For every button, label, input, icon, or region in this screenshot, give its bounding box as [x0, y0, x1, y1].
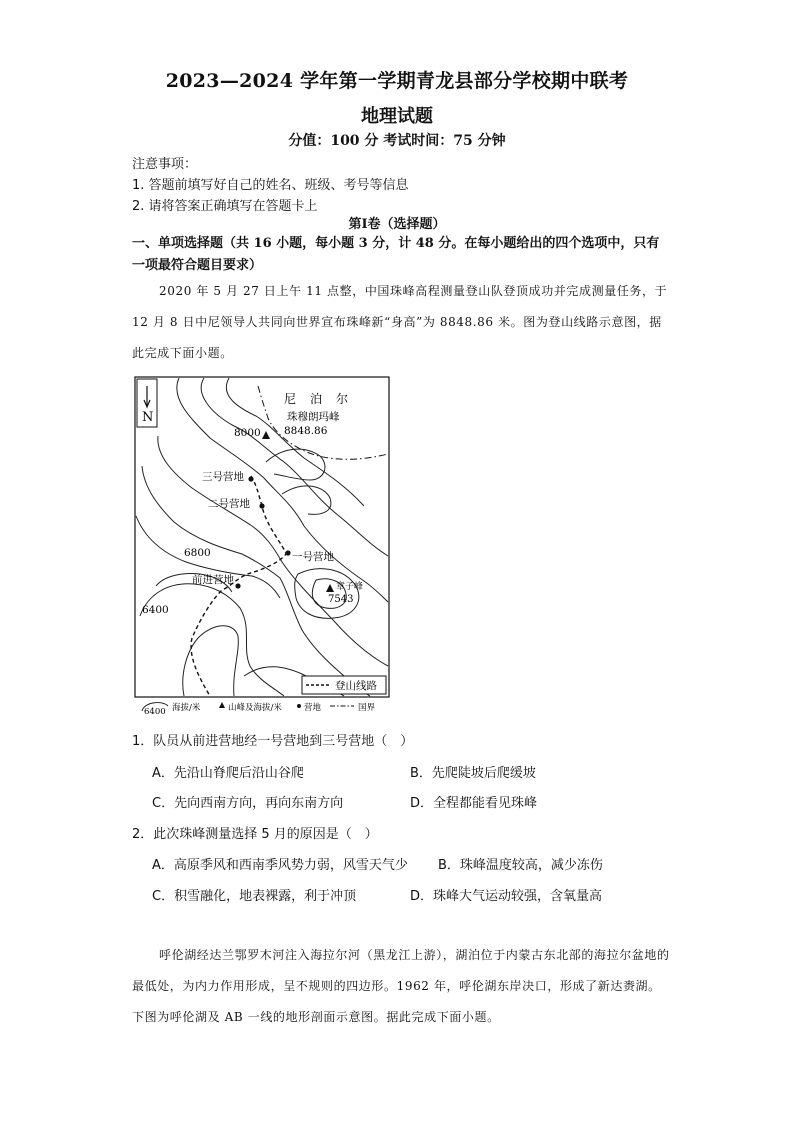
- question-1-option-c[interactable]: C．先向西南方向，再向东南方向: [152, 796, 344, 811]
- camp3-marker: [248, 476, 253, 481]
- camp3-label: 三号营地: [202, 471, 244, 483]
- camp1-marker: [285, 550, 290, 555]
- question-2-option-d[interactable]: D．珠峰大气运动较强，含氧量高: [410, 889, 603, 904]
- contour-6400-label: 6400: [142, 604, 169, 616]
- contour-8000-label: 8000: [234, 427, 261, 439]
- section-instruction: 一、单项选择题（共 16 小题，每小题 3 分，计 48 分。在每小题给出的四个选项中，只有一项最符合题目要求）: [132, 236, 660, 273]
- legend-camp-icon: [297, 704, 301, 708]
- legend-contour-label: 海拔/米: [172, 703, 201, 713]
- everest-name-label: 珠穆朗玛峰: [287, 411, 340, 423]
- route-legend-label: 登山线路: [335, 680, 377, 692]
- question-2-stem: 2．此次珠峰测量选择 5 月的原因是（ ）: [132, 827, 378, 842]
- zhangzi-name-label: 章子峰: [336, 582, 364, 592]
- legend-contour-sample: 6400: [144, 707, 166, 716]
- advance-camp-label: 前进营地: [192, 574, 234, 586]
- everest-height-label: 8848.86: [284, 425, 328, 437]
- question-2-option-a[interactable]: A．高原季风和西南季风势力弱，风雪天气少: [152, 858, 408, 873]
- notes-item-1: 1. 答题前填写好自己的姓名、班级、考号等信息: [132, 178, 409, 193]
- question-2-option-b[interactable]: B．珠峰温度较高，减少冻伤: [438, 858, 603, 873]
- notes-heading: 注意事项：: [132, 157, 198, 172]
- question-1-stem: 1．队员从前进营地经一号营地到三号营地（ ）: [132, 734, 414, 749]
- legend-camp-label: 营地: [304, 703, 322, 713]
- camp2-marker: [259, 503, 264, 508]
- notes-item-2: 2. 请将答案正确填写在答题卡上: [132, 199, 318, 214]
- question-1-option-a[interactable]: A．先沿山脊爬后沿山谷爬: [152, 766, 304, 781]
- country-label: 尼 泊 尔: [284, 392, 350, 406]
- advance-camp-marker: [235, 583, 240, 588]
- section-heading: 第Ⅰ卷（选择题）: [348, 217, 446, 232]
- passage-1: 2020 年 5 月 27 日上午 11 点整，中国珠峰高程测量登山队登顶成功并完成测量任务，于 12 月 8 日中尼领导人共同向世界宣布珠峰新“身高”为 8848.86 米。图为登山线路示意图，据此完成下面小题。: [132, 284, 668, 360]
- legend-peak-label: 山峰及海拔/米: [228, 703, 282, 713]
- passage-2: 呼伦湖经达兰鄂罗木河注入海拉尔河（黑龙江上游），湖泊位于内蒙古东北部的海拉尔盆地的最低处，为内力作用形成，呈不规则的四边形。1962 年，呼伦湖东岸决口，形成了新达赉湖。下图为呼伦湖及 AB 一线的地形剖面示意图。据此完成下面小题。: [132, 948, 670, 1024]
- legend-border-label: 国界: [358, 703, 376, 713]
- question-2-option-c[interactable]: C．积雪融化，地表裸露，利于冲顶: [152, 889, 357, 904]
- camp1-label: 一号营地: [292, 551, 334, 563]
- legend-peak-icon: [219, 702, 225, 708]
- camp2-label: 二号营地: [208, 498, 250, 510]
- score-time-line: 分值：100 分 考试时间：75 分钟: [288, 133, 506, 149]
- climbing-route-map: [134, 376, 390, 716]
- exam-title: 2023—2024 学年第一学期青龙县部分学校期中联考: [165, 70, 629, 92]
- exam-subtitle: 地理试题: [361, 106, 433, 127]
- question-1-option-b[interactable]: B．先爬陡坡后爬缓坡: [410, 766, 536, 781]
- map-frame: [135, 377, 389, 697]
- zhangzi-height-label: 7543: [328, 594, 354, 605]
- contour-6800-label: 6800: [184, 547, 211, 559]
- question-1-option-d[interactable]: D．全程都能看见珠峰: [410, 796, 538, 811]
- north-label: N: [142, 410, 154, 425]
